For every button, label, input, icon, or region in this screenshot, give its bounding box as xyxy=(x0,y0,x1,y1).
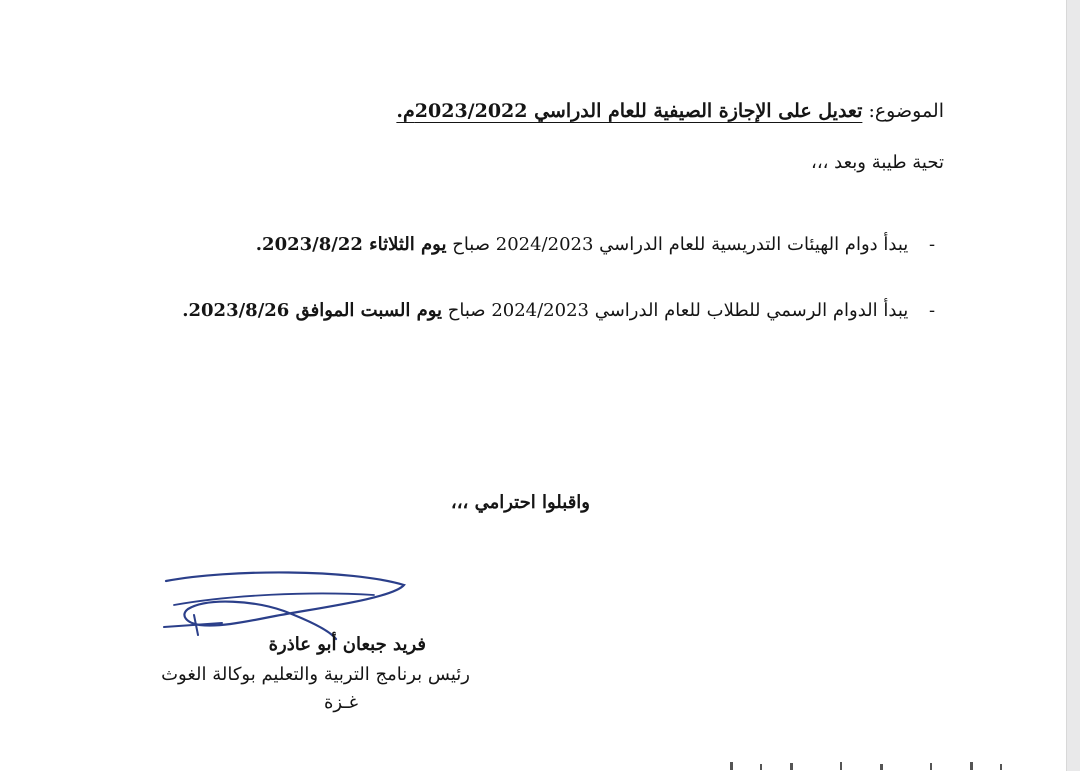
bullet-dash: - xyxy=(928,234,936,255)
announcement-date: يوم الثلاثاء 2023/8/22. xyxy=(255,234,447,255)
closing-line: واقبلوا احترامي ،،، xyxy=(450,492,590,513)
announcement-item xyxy=(182,300,944,321)
subject-line xyxy=(396,100,944,122)
cropped-footer-marks xyxy=(720,760,1020,770)
signatory-name: فريد جبعان أبو عاذرة xyxy=(268,634,426,655)
announcement-text: يبدأ الدوام الرسمي للطلاب للعام الدراسي 2024/2023 صباح xyxy=(442,300,909,321)
bullet-dash: - xyxy=(928,300,936,321)
announcement-text: يبدأ دوام الهيئات التدريسية للعام الدراسي 2024/2023 صباح xyxy=(446,234,909,255)
announcement-date: يوم السبت الموافق 2023/8/26. xyxy=(182,300,443,321)
signatory-city: غـزة xyxy=(323,692,358,713)
subject-label: الموضوع: xyxy=(868,100,944,122)
greeting: تحية طيبة وبعد ،،، xyxy=(811,152,944,173)
handwritten-signature xyxy=(160,565,420,645)
signatory-title: رئيس برنامج التربية والتعليم بوكالة الغوث xyxy=(161,664,470,685)
announcement-item xyxy=(256,234,944,255)
subject-text: تعديل على الإجازة الصيفية للعام الدراسي 2023/2022م. xyxy=(396,100,863,122)
